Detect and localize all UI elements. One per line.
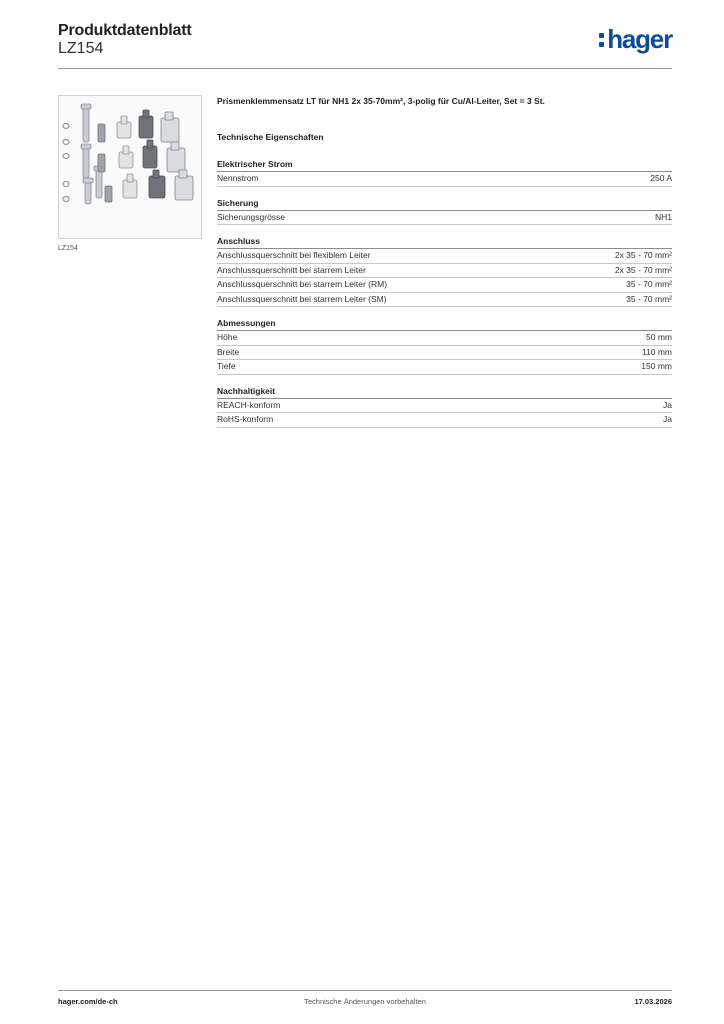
- spec-row: [217, 264, 672, 279]
- product-image: [58, 95, 202, 239]
- terminal-kit-illustration: [59, 96, 201, 238]
- spec-row: [217, 249, 672, 264]
- image-caption: LZ154: [58, 245, 78, 252]
- spec-row: [217, 360, 672, 375]
- page-footer: [58, 997, 672, 1011]
- group-title: Nachhaltigkeit: [217, 386, 672, 399]
- product-code: LZ154: [58, 40, 104, 57]
- section-heading: Technische Eigenschaften: [217, 132, 324, 142]
- spec-row: [217, 293, 672, 308]
- group-anschluss: [217, 236, 672, 307]
- spec-value: Ja: [663, 414, 672, 424]
- group-sicherung: [217, 198, 672, 226]
- logo-text: hager: [607, 24, 672, 54]
- spec-value: 110 mm: [641, 346, 672, 357]
- spec-row: [217, 211, 672, 226]
- spec-label: Anschlussquerschnitt bei flexiblem Leiter: [217, 250, 371, 260]
- spec-label: RoHS-konform: [217, 414, 274, 424]
- group-nachhaltigkeit: [217, 386, 672, 428]
- spec-value: Ja: [663, 399, 672, 410]
- header-divider: [58, 68, 672, 69]
- spec-value: NH1: [654, 211, 672, 222]
- spec-value: 35 - 70 mm²: [626, 279, 672, 289]
- spec-label: Höhe: [217, 332, 238, 342]
- group-title: Abmessungen: [217, 318, 672, 331]
- spec-row: [217, 346, 672, 361]
- group-title: Sicherung: [217, 198, 672, 211]
- spec-label: Nennstrom: [217, 173, 259, 183]
- footer-notice: Technische Änderungen vorbehalten: [304, 997, 426, 1006]
- footer-date: 17.03.2026: [634, 997, 672, 1006]
- group-title: Anschluss: [217, 236, 672, 249]
- spec-row: [217, 278, 672, 293]
- spec-label: Anschlussquerschnitt bei starrem Leiter (RM): [217, 279, 388, 289]
- document-title: Produktdatenblatt: [58, 22, 192, 39]
- spec-value: 35 - 70 mm²: [626, 293, 672, 304]
- spec-value: 2x 35 - 70 mm²: [614, 250, 672, 260]
- group-elektrischer-strom: [217, 159, 672, 187]
- product-description: Prismenklemmensatz LT für NH1 2x 35-70mm², 3-polig für Cu/Al-Leiter, Set = 3 St.: [217, 96, 545, 106]
- spec-label: Tiefe: [217, 361, 236, 371]
- spec-value: 250 A: [650, 173, 672, 183]
- spec-row: [217, 399, 672, 414]
- group-title: Elektrischer Strom: [217, 159, 672, 172]
- spec-row: [217, 172, 672, 187]
- page-header: [58, 20, 672, 68]
- spec-label: Sicherungsgrösse: [217, 211, 286, 222]
- spec-label: Anschlussquerschnitt bei starrem Leiter (SM): [217, 293, 387, 304]
- spec-value: 2x 35 - 70 mm²: [614, 264, 672, 275]
- footer-website-link[interactable]: hager.com/de-ch: [58, 997, 118, 1006]
- spec-label: REACH-konform: [217, 399, 281, 410]
- product-details: [217, 96, 672, 439]
- logo-colon-icon: [599, 30, 605, 48]
- spec-label: Anschlussquerschnitt bei starrem Leiter: [217, 264, 366, 275]
- spec-row: [217, 413, 672, 428]
- spec-row: [217, 331, 672, 346]
- spec-value: 150 mm: [641, 361, 672, 371]
- hager-logo: [599, 26, 672, 52]
- spec-value: 50 mm: [646, 332, 672, 342]
- spec-label: Breite: [217, 346, 240, 357]
- group-abmessungen: [217, 318, 672, 375]
- footer-divider: [58, 990, 672, 991]
